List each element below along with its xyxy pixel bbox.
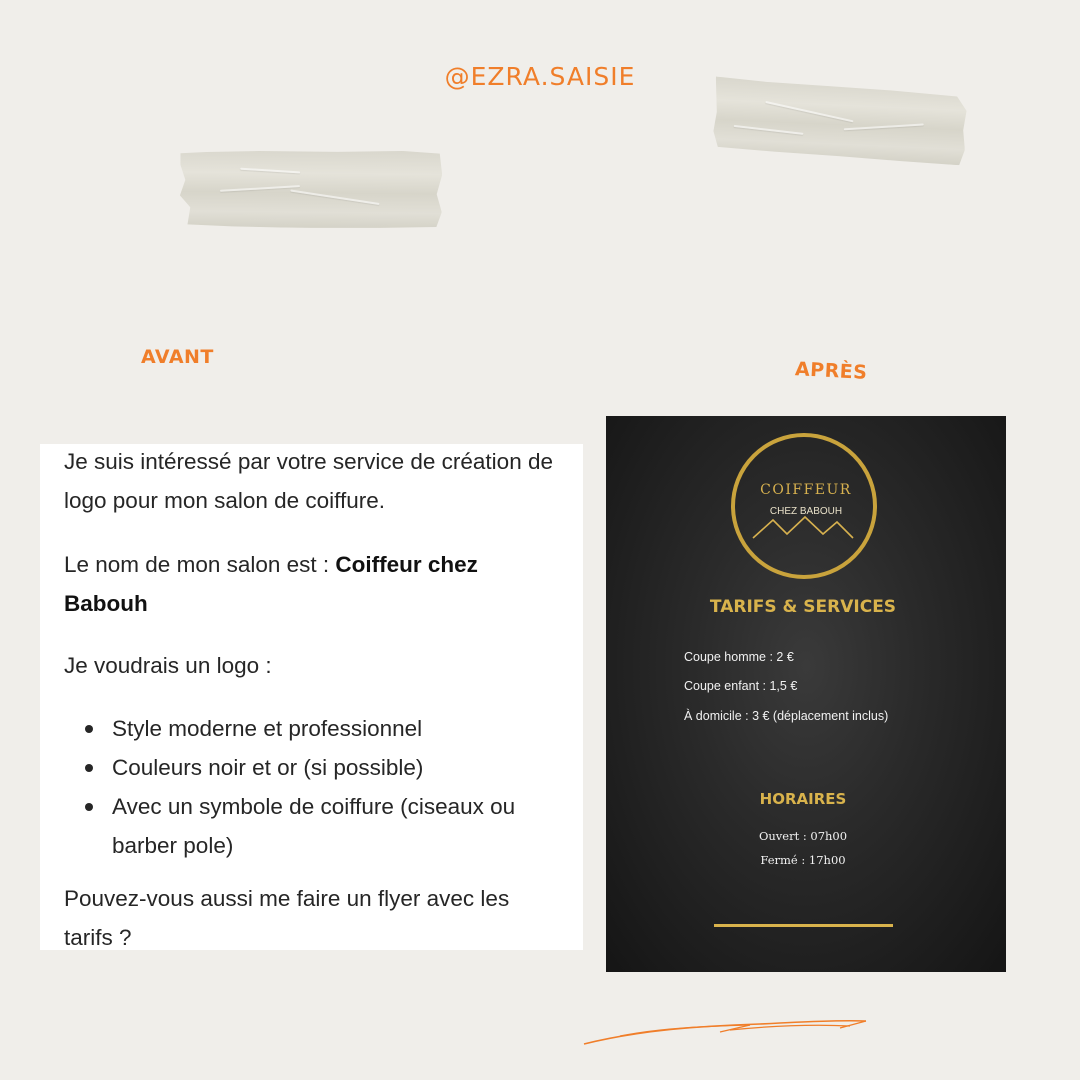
hours-heading: HORAIRES [759,790,847,808]
before-label: AVANT [141,346,214,368]
bullet-icon [85,764,93,772]
hours-line: Fermé : 17h00 [760,853,846,867]
request-paragraph-name [40,545,583,623]
logo-subtitle: CHEZ BABOUH [769,506,843,517]
price-line: Coupe homme : 2 € [684,650,794,664]
instagram-handle: @EZRA.SAISIE [444,62,636,91]
logo-title: COIFFEUR [760,482,852,498]
price-line: À domicile : 3 € (déplacement inclus) [684,709,889,723]
swoosh-decoration-icon [580,1012,870,1052]
list-item: Style moderne et professionnel [40,709,583,748]
request-paragraph-intro: Je suis intéressé par votre service de création de logo pour mon salon de coiffure. [64,449,553,513]
request-bullet-list [40,709,583,865]
list-item: Avec un symbole de coiffure (ciseaux ou barber pole) [40,787,583,865]
client-request-card [40,444,583,950]
tarifs-heading: TARIFS & SERVICES [709,597,897,617]
gold-divider [714,924,893,927]
flyer-design [606,416,1006,972]
after-label: APRÈS [794,358,868,384]
salon-name: Coiffeur chez Babouh [64,552,478,616]
price-line: Coupe enfant : 1,5 € [684,679,798,693]
bullet-icon [85,725,93,733]
list-item: Couleurs noir et or (si possible) [40,748,583,787]
request-paragraph-flyer: Pouvez-vous aussi me faire un flyer avec les tarifs ? [64,886,510,950]
salon-name-prefix: Le nom de mon salon est : [64,552,336,577]
tape-decoration-left [180,149,443,230]
mountain-icon [751,514,855,540]
bullet-icon [85,803,93,811]
request-paragraph-logo: Je voudrais un logo : [64,653,272,678]
hours-line: Ouvert : 07h00 [758,829,848,843]
